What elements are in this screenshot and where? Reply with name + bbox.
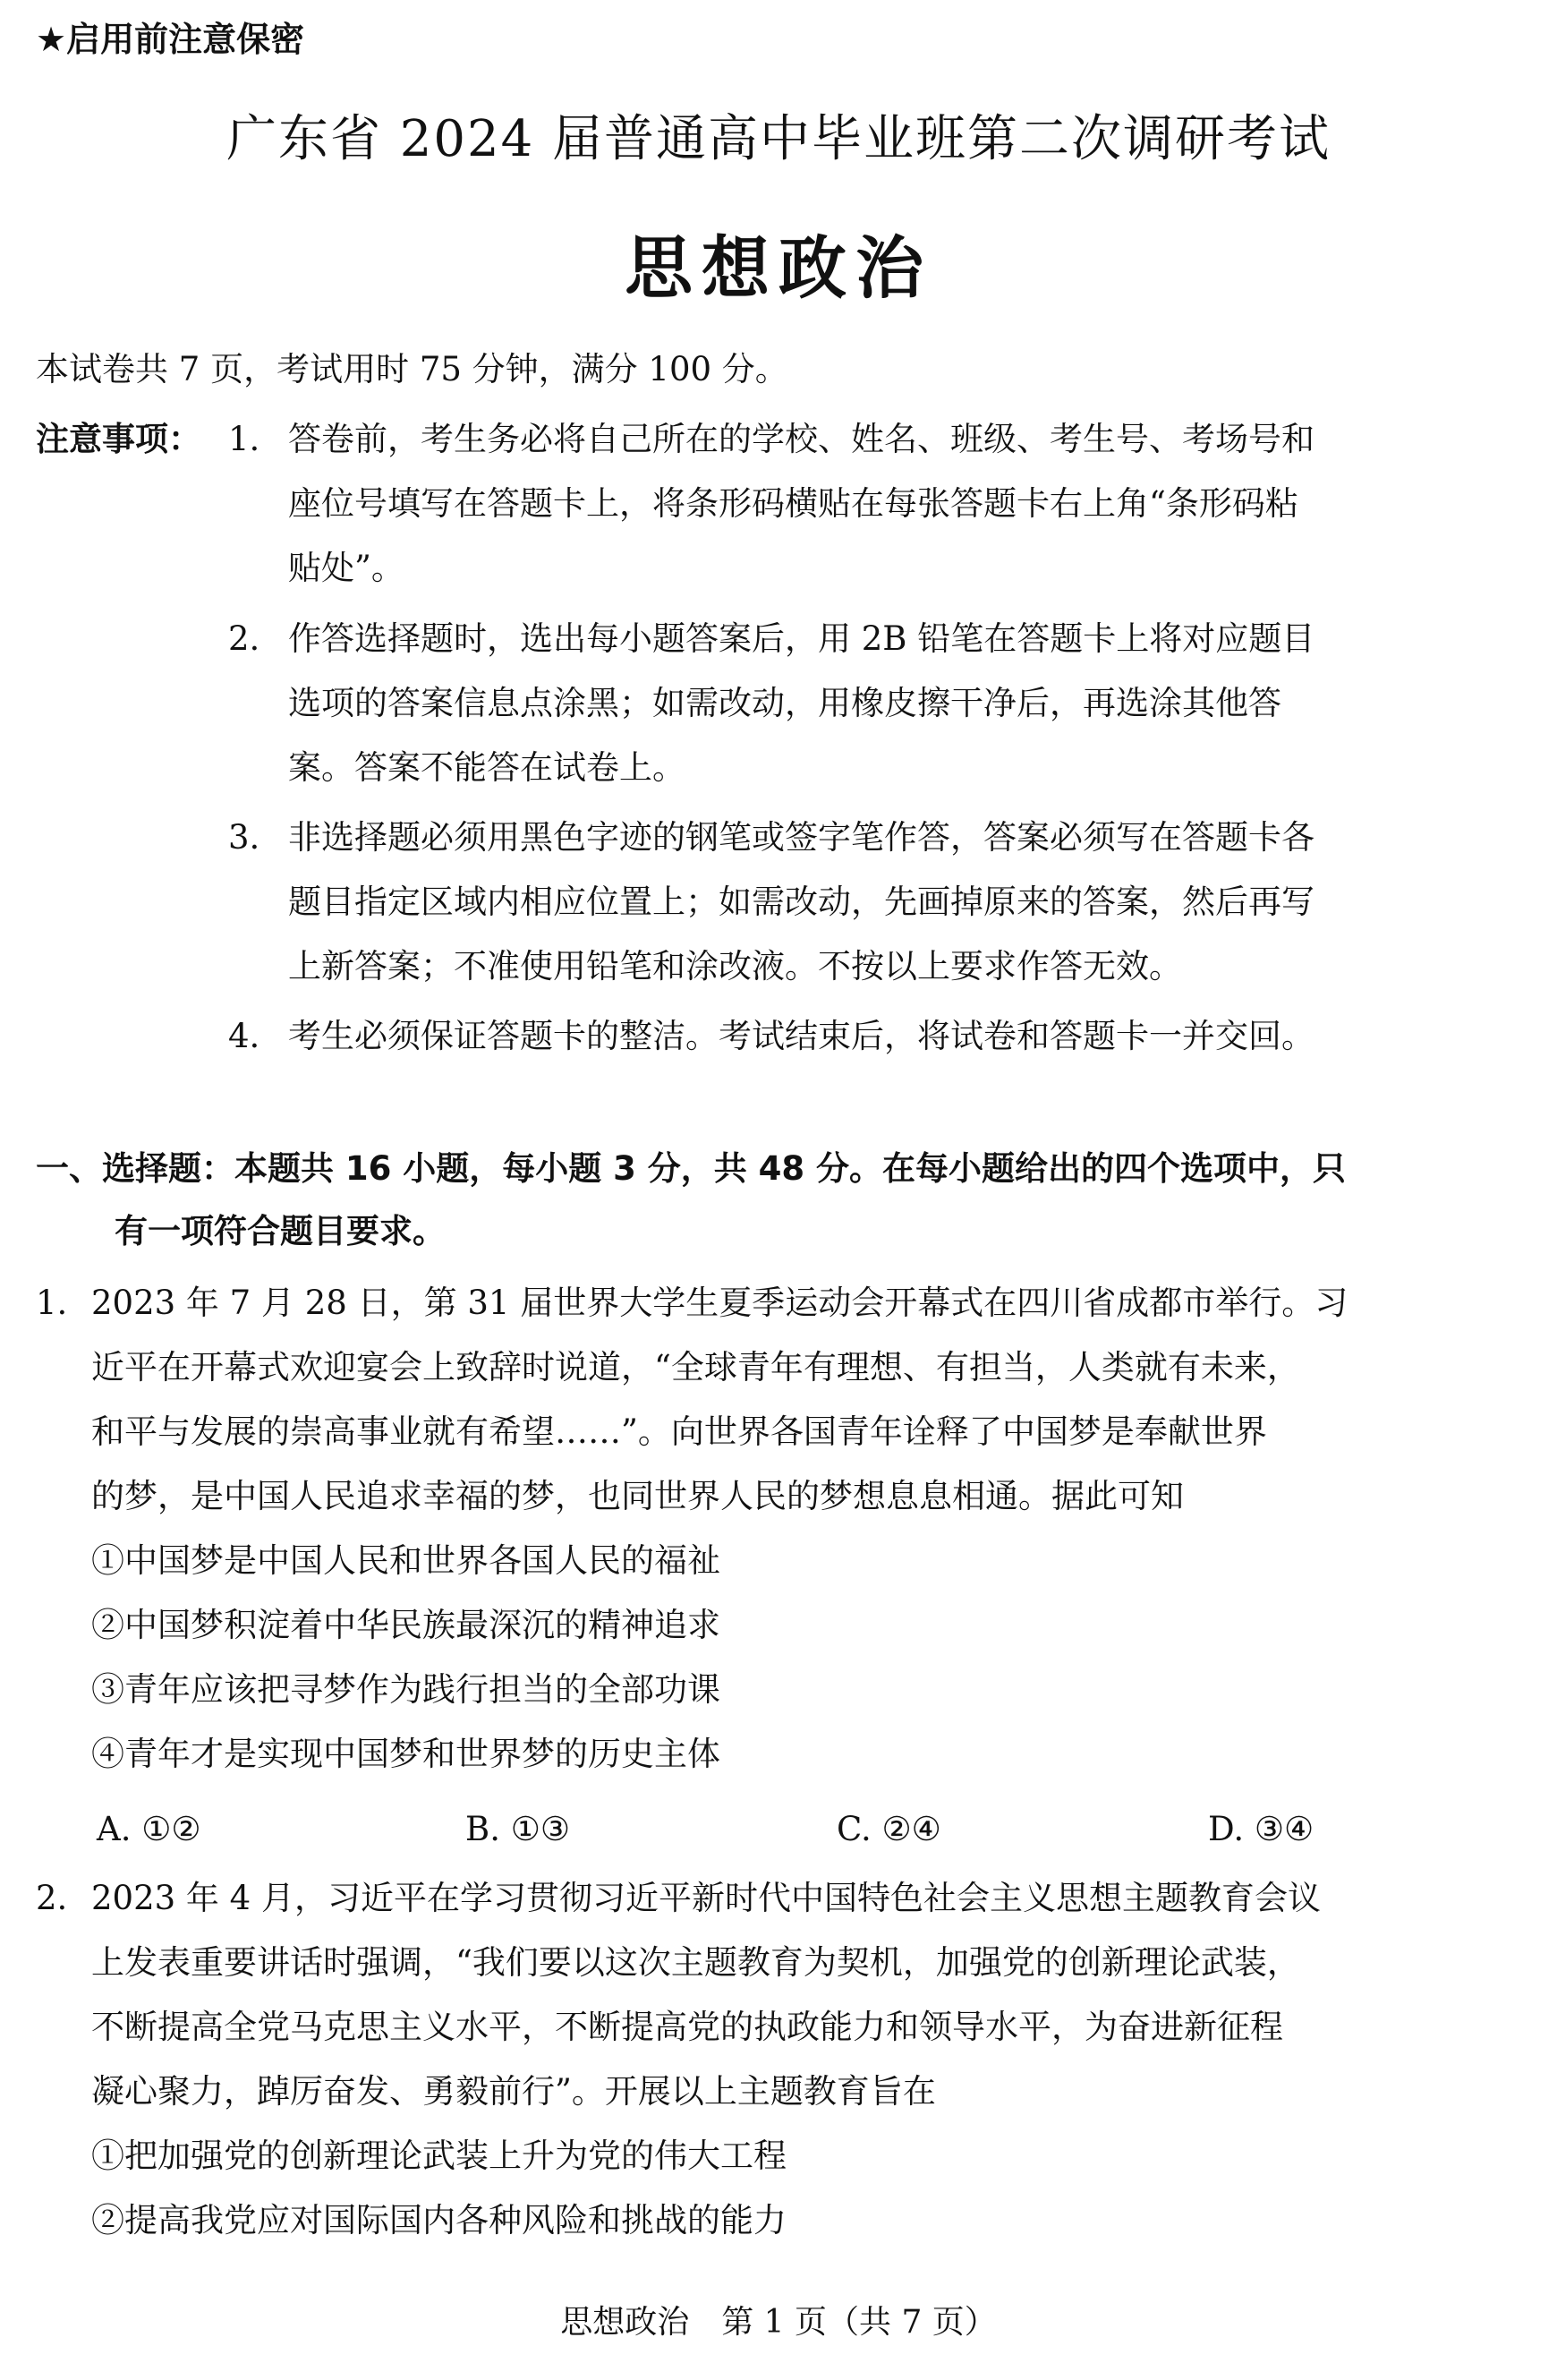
statement-option: ②提高我党应对国际国内各种风险和挑战的能力 [91, 2201, 787, 2239]
question-stem-line: 不断提高全党马克思主义水平，不断提高党的执政能力和领导水平，为奋进新征程 [91, 2008, 1283, 2046]
note-line: 案。答案不能答在试卷上。 [288, 748, 685, 787]
question-number: 2. [36, 1879, 68, 1917]
statement-option: ①中国梦是中国人民和世界各国人民的福祉 [91, 1541, 720, 1580]
answer-choice-b: B. ①③ [465, 1810, 571, 1848]
statement-option: ③青年应该把寻梦作为践行担当的全部功课 [91, 1670, 720, 1709]
note-number: 1. [228, 420, 260, 458]
question-stem-line: 凝心聚力，踔厉奋发、勇毅前行”。开展以上主题教育旨在 [91, 2072, 936, 2111]
note-line: 非选择题必须用黑色字迹的钢笔或签字笔作答，答案必须写在答题卡各 [288, 818, 1315, 857]
note-number: 3. [228, 818, 260, 857]
question-stem-line: 2023 年 4 月，习近平在学习贯彻习近平新时代中国特色社会主义思想主题教育会议 [91, 1879, 1321, 1917]
statement-option: ①把加强党的创新理论武装上升为党的伟大工程 [91, 2137, 787, 2175]
question-stem-line: 和平与发展的崇高事业就有希望……”。向世界各国青年诠释了中国梦是奉献世界 [91, 1412, 1267, 1451]
note-line: 选项的答案信息点涂黑；如需改动，用橡皮擦干净后，再选涂其他答 [288, 684, 1281, 722]
answer-choice-a: A. ①② [97, 1810, 201, 1848]
note-line: 作答选择题时，选出每小题答案后，用 2B 铅笔在答题卡上将对应题目 [288, 619, 1315, 658]
note-line: 贴处”。 [288, 549, 404, 587]
confidential-mark: ★启用前注意保密 [36, 20, 305, 59]
question-stem-line: 2023 年 7 月 28 日，第 31 届世界大学生夏季运动会开幕式在四川省成都市举行。习 [91, 1284, 1349, 1322]
note-line: 题目指定区域内相应位置上；如需改动，先画掉原来的答案，然后再写 [288, 883, 1315, 921]
exam-intro: 本试卷共 7 页，考试用时 75 分钟，满分 100 分。 [36, 350, 788, 388]
answer-choice-d: D. ③④ [1208, 1810, 1315, 1848]
question-stem-line: 上发表重要讲话时强调，“我们要以这次主题教育为契机，加强党的创新理论武装， [91, 1943, 1300, 1982]
note-line: 答卷前，考生务必将自己所在的学校、姓名、班级、考生号、考场号和 [288, 420, 1315, 458]
note-number: 4. [228, 1017, 260, 1055]
question-stem-line: 的梦，是中国人民追求幸福的梦，也同世界人民的梦想息息相通。据此可知 [91, 1477, 1184, 1515]
answer-choice-c: C. ②④ [837, 1810, 941, 1848]
statement-option: ②中国梦积淀着中华民族最深沉的精神追求 [91, 1606, 720, 1644]
note-line: 上新答案；不准使用铅笔和涂改液。不按以上要求作答无效。 [288, 947, 1182, 985]
note-line: 座位号填写在答题卡上，将条形码横贴在每张答题卡右上角“条形码粘 [288, 484, 1298, 523]
page-footer: 思想政治 第 1 页（共 7 页） [560, 2304, 997, 2341]
note-number: 2. [228, 619, 260, 658]
exam-title: 广东省 2024 届普通高中毕业班第二次调研考试 [225, 110, 1332, 168]
section-heading-cont: 有一项符合题目要求。 [115, 1212, 446, 1250]
statement-option: ④青年才是实现中国梦和世界梦的历史主体 [91, 1735, 720, 1773]
question-stem-line: 近平在开幕式欢迎宴会上致辞时说道，“全球青年有理想、有担当，人类就有未来， [91, 1348, 1300, 1386]
subject-title: 思想政治 [625, 228, 932, 308]
section-heading: 一、选择题：本题共 16 小题，每小题 3 分，共 48 分。在每小题给出的四个选项中，只 [36, 1149, 1347, 1188]
notes-label: 注意事项： [36, 420, 201, 458]
question-number: 1. [36, 1284, 68, 1322]
note-line: 考生必须保证答题卡的整洁。考试结束后，将试卷和答题卡一并交回。 [288, 1017, 1315, 1055]
